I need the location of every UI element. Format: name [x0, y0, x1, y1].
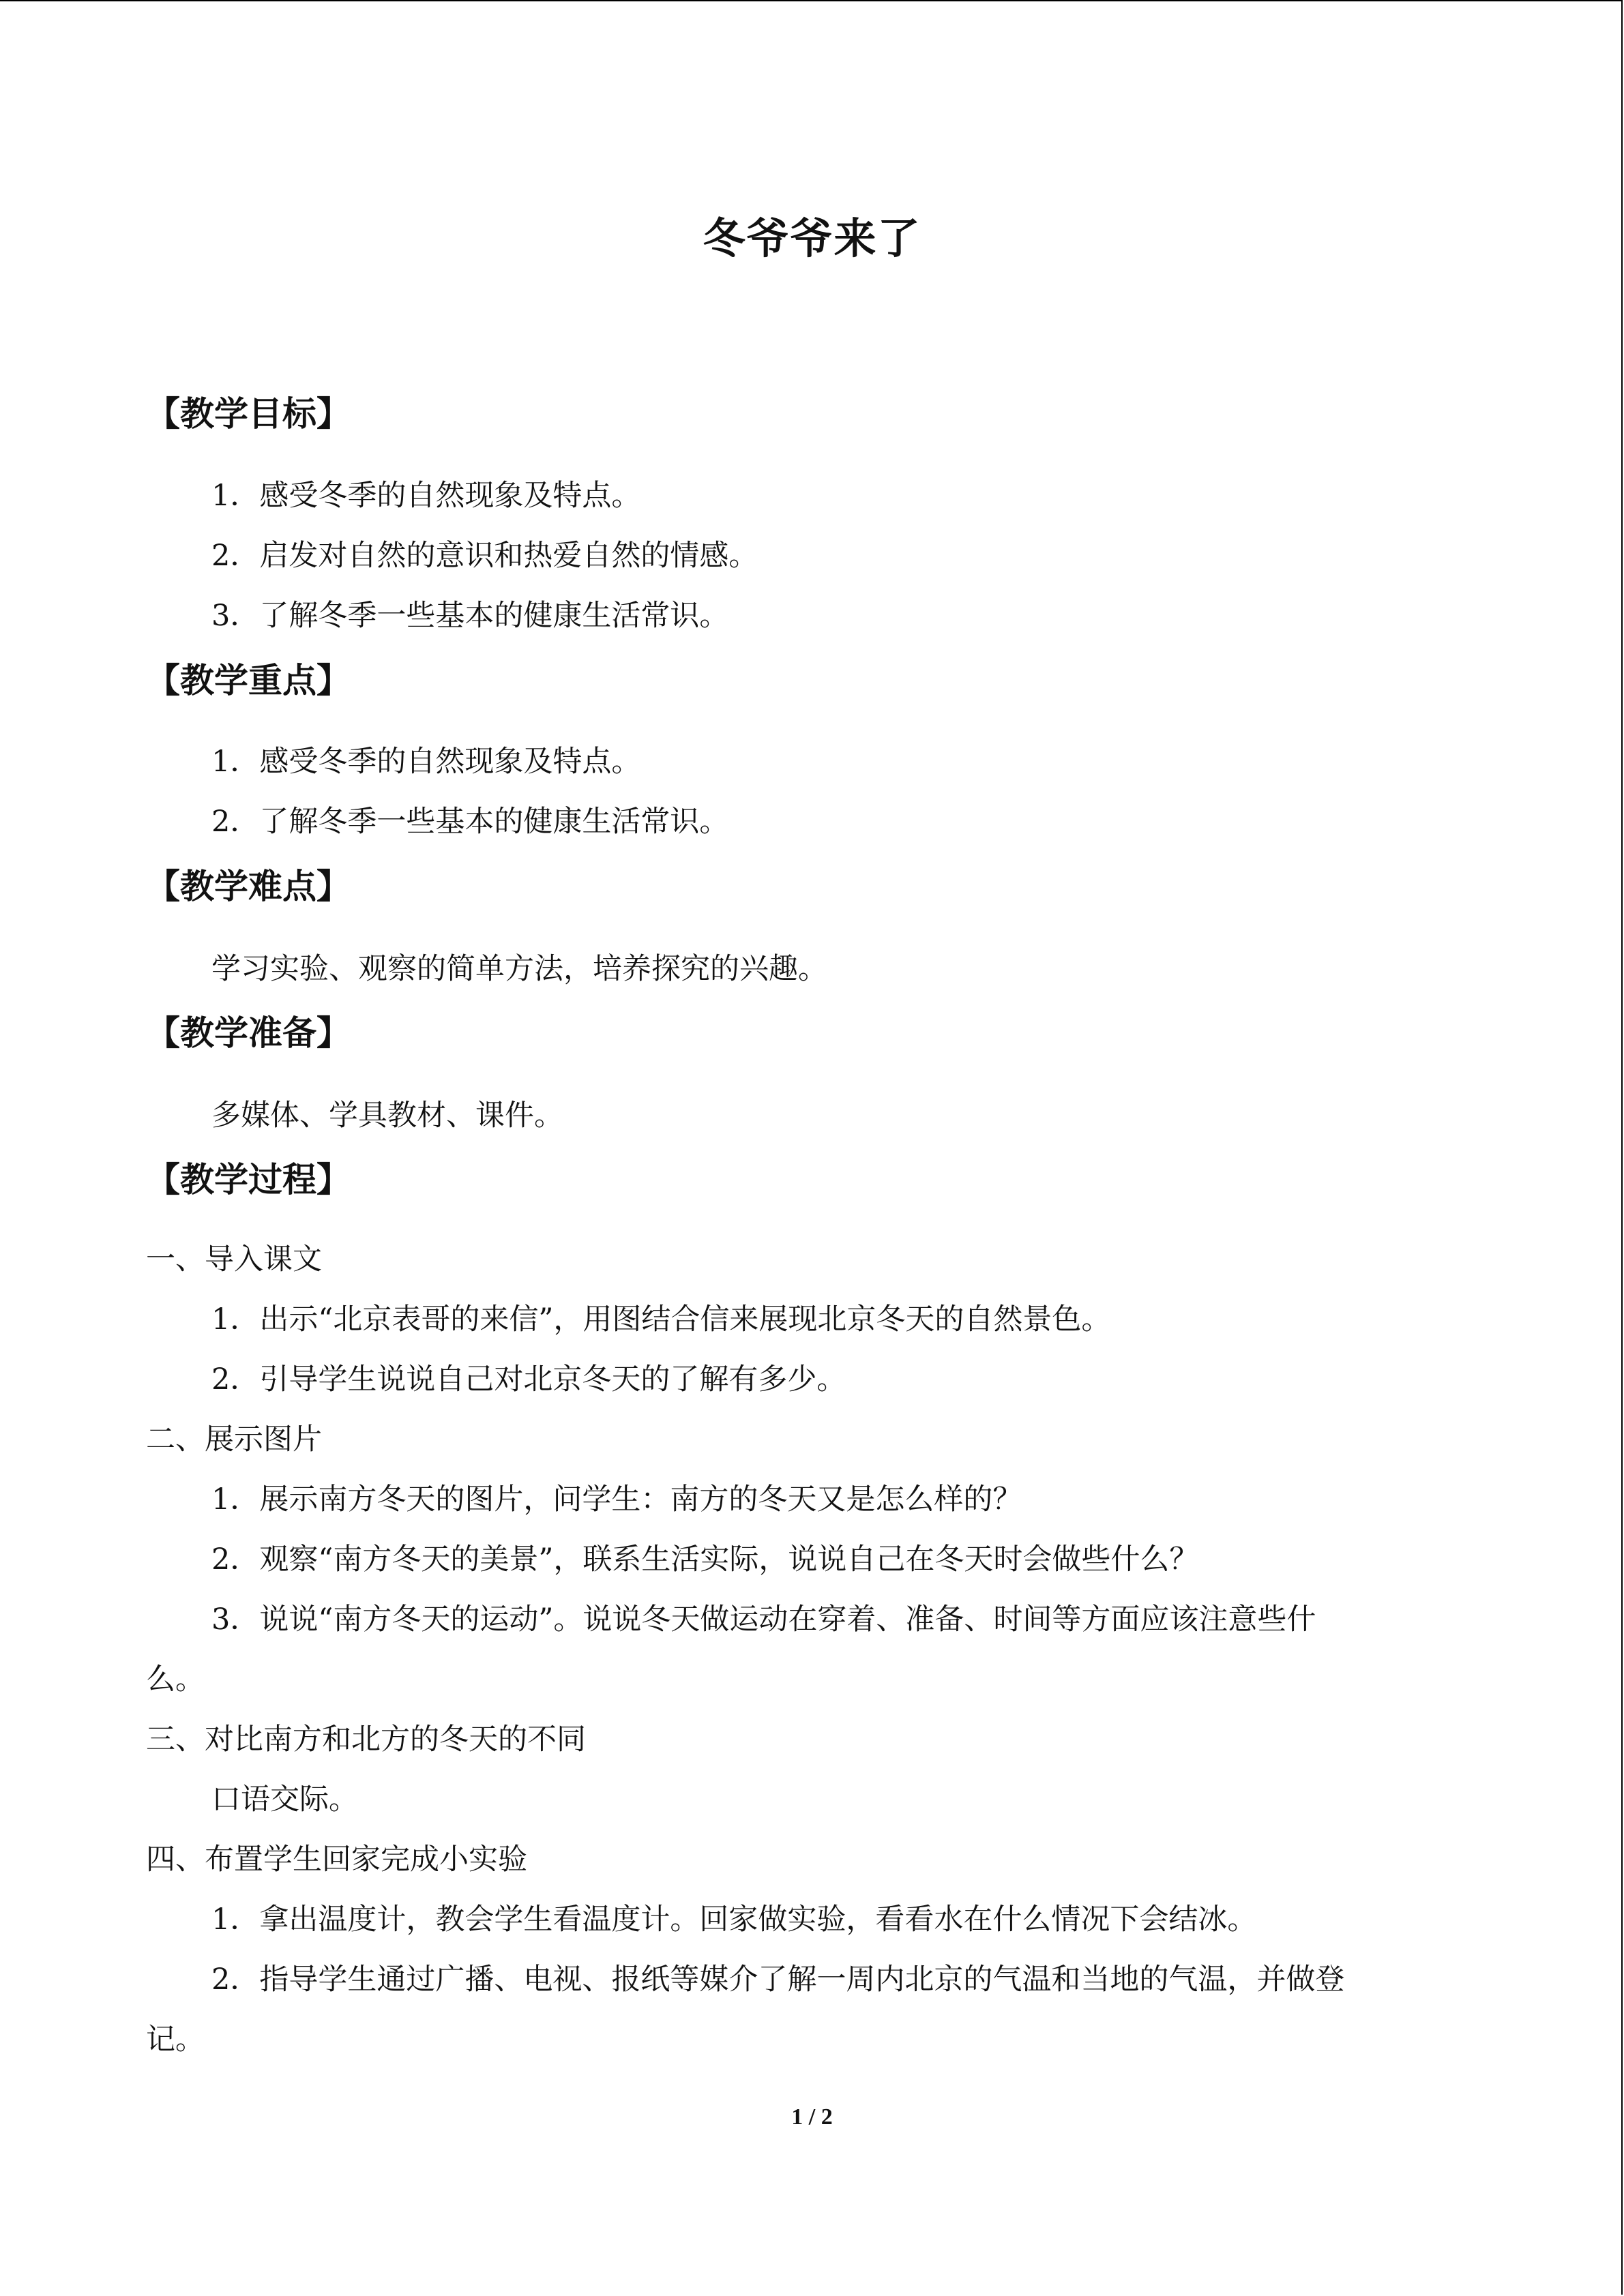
- process-part2-title: 二、展示图片: [146, 1422, 322, 1457]
- document-title: 冬爷爷来了: [703, 213, 921, 263]
- heading-key-points: 【教学重点】: [146, 661, 351, 700]
- process-part4-item-2-line2: 记。: [146, 2023, 205, 2057]
- process-part1-item-2: 2．引导学生说说自己对北京冬天的了解有多少。: [211, 1362, 846, 1397]
- key-point-item-2: 2．了解冬季一些基本的健康生活常识。: [211, 805, 729, 839]
- heading-process: 【教学过程】: [146, 1160, 351, 1199]
- process-part2-item-2: 2．观察“南方冬天的美景”，联系生活实际，说说自己在冬天时会做些什么？: [211, 1542, 1199, 1577]
- page-number: 1 / 2: [791, 2104, 833, 2130]
- goal-item-1: 1．感受冬季的自然现象及特点。: [211, 479, 641, 513]
- heading-teaching-goals: 【教学目标】: [146, 394, 351, 434]
- key-point-item-1: 1．感受冬季的自然现象及特点。: [211, 745, 641, 779]
- difficulties-text: 学习实验、观察的简单方法，培养探究的兴趣。: [211, 952, 827, 986]
- goal-item-3: 3．了解冬季一些基本的健康生活常识。: [211, 599, 729, 633]
- goal-item-2: 2．启发对自然的意识和热爱自然的情感。: [211, 539, 758, 573]
- process-part1-title: 一、导入课文: [146, 1242, 322, 1277]
- heading-difficulties: 【教学难点】: [146, 867, 351, 906]
- process-part2-item-3-line1: 3．说说“南方冬天的运动”。说说冬天做运动在穿着、准备、时间等方面应该注意些什: [211, 1602, 1316, 1637]
- heading-preparation: 【教学准备】: [146, 1013, 351, 1053]
- process-part4-title: 四、布置学生回家完成小实验: [146, 1843, 527, 1877]
- process-part3-text: 口语交际。: [211, 1783, 358, 1817]
- process-part4-item-2-line1: 2．指导学生通过广播、电视、报纸等媒介了解一周内北京的气温和当地的气温，并做登: [211, 1963, 1345, 1997]
- preparation-text: 多媒体、学具教材、课件。: [211, 1099, 563, 1133]
- process-part2-item-3-line2: 么。: [146, 1663, 205, 1697]
- process-part4-item-1: 1．拿出温度计，教会学生看温度计。回家做实验，看看水在什么情况下会结冰。: [211, 1903, 1257, 1937]
- process-part1-item-1: 1．出示“北京表哥的来信”，用图结合信来展现北京冬天的自然景色。: [211, 1302, 1111, 1337]
- process-part2-item-1: 1．展示南方冬天的图片，问学生：南方的冬天又是怎么样的？: [211, 1482, 1022, 1517]
- process-part3-title: 三、对比南方和北方的冬天的不同: [146, 1723, 586, 1757]
